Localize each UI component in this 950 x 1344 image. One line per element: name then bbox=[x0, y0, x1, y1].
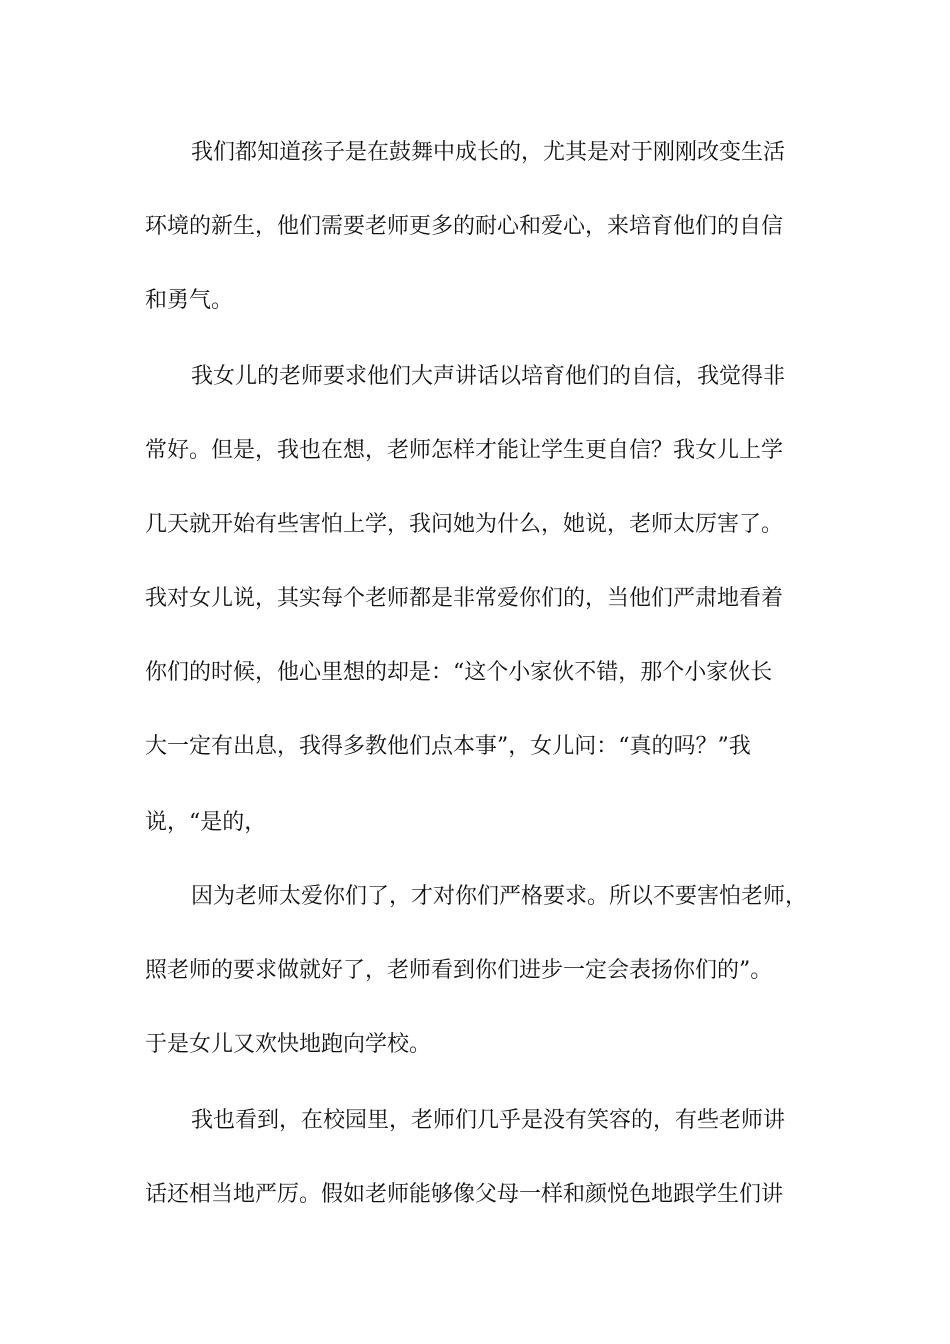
text-line: 我对女儿说，其实每个老师都是非常爱你们的，当他们严肃地看着 bbox=[145, 586, 784, 611]
text-line: 常好。但是，我也在想，老师怎样才能让学生更自信？我女儿上学 bbox=[145, 438, 784, 463]
text-line: 照老师的要求做就好了，老师看到你们进步一定会表扬你们的”。 bbox=[145, 958, 773, 983]
text-line: 我也看到，在校园里，老师们几乎是没有笑容的，有些老师讲 bbox=[191, 1108, 786, 1133]
text-line: 和勇气。 bbox=[145, 288, 234, 313]
text-line: 于是女儿又欢快地跑向学校。 bbox=[145, 1032, 432, 1057]
text-line: 我女儿的老师要求他们大声讲话以培育他们的自信，我觉得非 bbox=[191, 364, 786, 389]
text-line: 环境的新生，他们需要老师更多的耐心和爱心，来培育他们的自信 bbox=[145, 214, 784, 239]
text-line: 你们的时候，他心里想的却是：“这个小家伙不错，那个小家伙长 bbox=[145, 660, 773, 685]
text-line: 话还相当地严厉。假如老师能够像父母一样和颜悦色地跟学生们讲 bbox=[145, 1182, 784, 1207]
text-line: 大一定有出息，我得多教他们点本事”，女儿问：“真的吗？”我 bbox=[145, 734, 751, 759]
text-line: 说，“是的， bbox=[145, 810, 267, 835]
text-line: 几天就开始有些害怕上学，我问她为什么，她说，老师太厉害了。 bbox=[145, 512, 784, 537]
text-line: 我们都知道孩子是在鼓舞中成长的，尤其是对于刚刚改变生活 bbox=[191, 140, 786, 165]
text-line: 因为老师太爱你们了，才对你们严格要求。所以不要害怕老师， bbox=[191, 884, 808, 909]
